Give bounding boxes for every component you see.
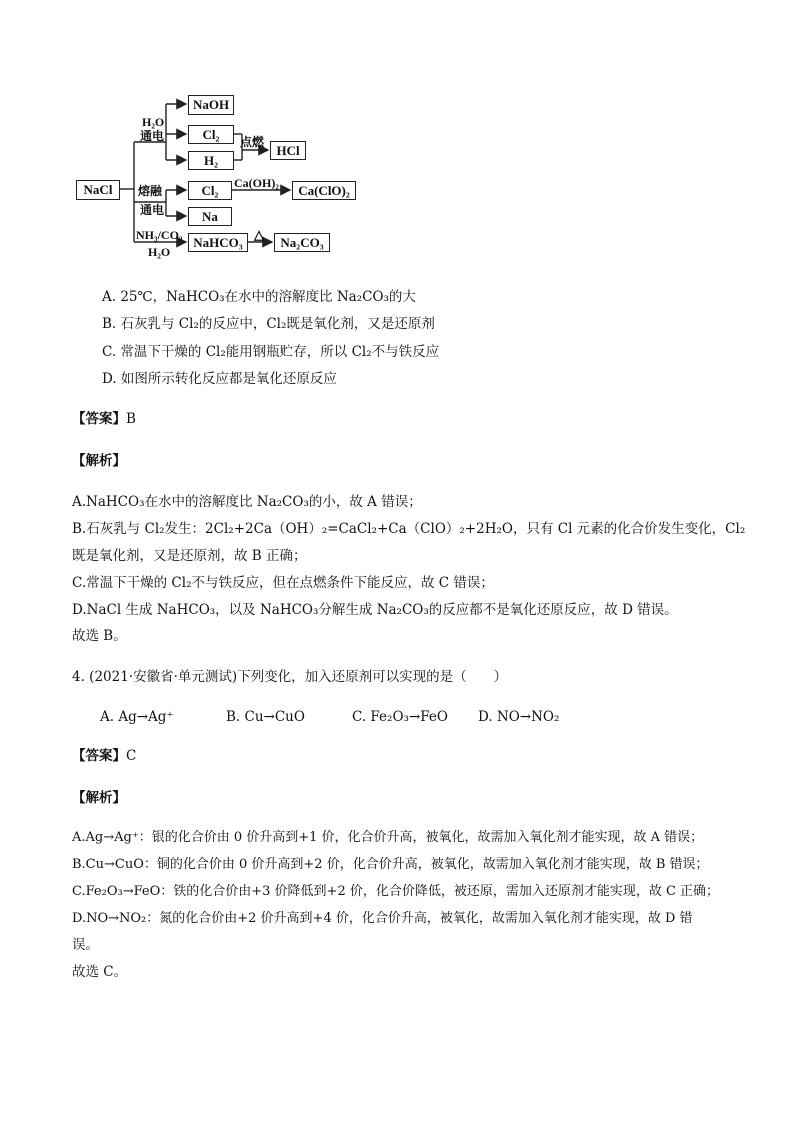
- q4-analysis-line-6: 故选 C。: [72, 964, 128, 980]
- reaction-diagram: [74, 94, 374, 264]
- nahco3-box: NaHCO₃: [188, 233, 248, 252]
- q3-analysis-line-3: 既是氧化剂，又是还原剂，故 B 正确；: [72, 548, 307, 564]
- caclo2-box: Ca(ClO)₂: [292, 181, 356, 200]
- q4-answer-value: C: [126, 748, 137, 764]
- q4-answer: [72, 746, 136, 766]
- naoh-box: NaOH: [188, 95, 234, 115]
- q3-answer-value: B: [126, 411, 136, 427]
- branch3-label-top: NH₃/CO₂: [136, 228, 183, 242]
- q3-option-b: B. 石灰乳与 Cl₂的反应中，Cl₂既是氧化剂，又是还原剂: [102, 316, 435, 332]
- q3-analysis-line-1: A.NaHCO₃在水中的溶解度比 Na₂CO₃的小，故 A 错误；: [72, 494, 422, 510]
- q4-analysis-line-2: B.Cu→CuO：铜的化合价由 0 价升高到+2 价，化合价升高，被氧化，故需加入氧化剂才能实现，故 B 错误；: [72, 857, 709, 872]
- h2-box: H₂: [188, 151, 234, 170]
- na-box: Na: [188, 207, 232, 226]
- nacl-box: NaCl: [76, 180, 120, 200]
- q4-option-b: B. Cu→CuO: [226, 709, 305, 725]
- q3-answer: [72, 409, 136, 429]
- ignite-label: 点燃: [240, 135, 265, 149]
- caoh2-label: Ca(OH)₂: [234, 176, 279, 190]
- q4-option-a: A. Ag→Ag⁺: [100, 709, 174, 725]
- branch2-label-bottom: 通电: [140, 203, 165, 217]
- branch1-label-bottom: 通电: [140, 129, 165, 143]
- q3-answer-tag: 【答案】: [72, 411, 126, 427]
- q4-option-c: C. Fe₂O₃→FeO: [352, 709, 448, 725]
- q4-answer-tag: 【答案】: [72, 748, 126, 764]
- na2co3-box: Na₂CO₃: [274, 233, 330, 252]
- cl2-box-1: Cl₂: [188, 125, 234, 144]
- q3-analysis-tag: 【解析】: [72, 453, 126, 469]
- q4-analysis-line-3: C.Fe₂O₃→FeO：铁的化合价由+3 价降低到+2 价，化合价降低，被还原，需加入还原剂才能实现，故 C 正确；: [72, 884, 720, 899]
- branch1-label-top: H₂O: [142, 115, 165, 129]
- q4-analysis-line-4: D.NO→NO₂：氮的化合价由+2 价升高到+4 价，化合价升高，被氧化，故需加入氧化剂才能实现，故 D 错: [72, 911, 693, 926]
- q3-option-d: D. 如图所示转化反应都是氧化还原反应: [102, 371, 337, 387]
- q4-option-d: D. NO→NO₂: [478, 709, 560, 725]
- q4-analysis-line-1: A.Ag→Ag⁺：银的化合价由 0 价升高到+1 价，化合价升高，被氧化，故需加入氧化剂才能实现，故 A 错误；: [72, 830, 704, 845]
- q3-option-c: C. 常温下干燥的 Cl₂能用钢瓶贮存，所以 Cl₂不与铁反应: [102, 344, 440, 360]
- q3-analysis-line-2: B.石灰乳与 Cl₂发生：2Cl₂+2Ca（OH）₂=CaCl₂+Ca（ClO）₂+2H₂O，只有 Cl 元素的化合价发生变化，Cl₂: [72, 521, 746, 537]
- hcl-box: HCl: [270, 141, 306, 160]
- q3-option-a: A. 25℃，NaHCO₃在水中的溶解度比 Na₂CO₃的大: [102, 289, 416, 305]
- q4-stem: 4. (2021·安徽省·单元测试)下列变化，加入还原剂可以实现的是（ ）: [72, 669, 508, 685]
- q4-analysis-tag: 【解析】: [72, 790, 126, 806]
- q3-analysis-line-4: C.常温下干燥的 Cl₂不与铁反应，但在点燃条件下能反应，故 C 错误；: [72, 575, 494, 591]
- q3-analysis-line-5: D.NaCl 生成 NaHCO₃，以及 NaHCO₃分解生成 Na₂CO₃的反应都不是氧化还原反应，故 D 错误。: [72, 602, 678, 618]
- heat-label: △: [254, 227, 264, 242]
- branch3-label-bottom: H₂O: [148, 245, 171, 259]
- q3-analysis-line-6: 故选 B。: [72, 628, 127, 644]
- q4-analysis-line-5: 误。: [72, 937, 99, 953]
- cl2-box-2: Cl₂: [188, 181, 232, 200]
- branch2-label-top: 熔融: [138, 184, 163, 198]
